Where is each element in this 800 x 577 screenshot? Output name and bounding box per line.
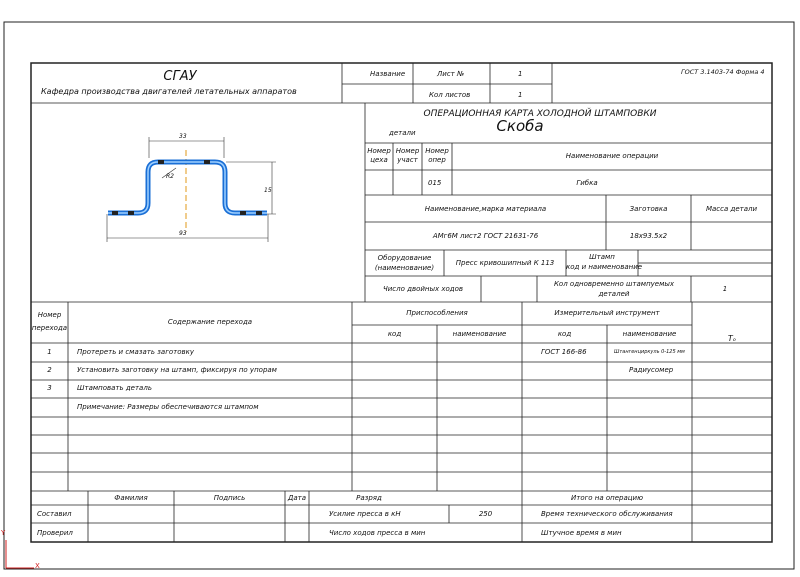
footer-piece-time: Штучное время в мин — [541, 529, 622, 537]
department: Кафедра производства двигателей летательных аппаратов — [41, 87, 297, 96]
parts-per-die-label-1: Кол одновременно штампуемых — [553, 280, 675, 288]
row-1-instr-name: Штангенциркуль 0-125 мм — [614, 349, 685, 355]
blank-label: Заготовка — [629, 205, 668, 213]
footer-service-time: Время технического обслуживания — [541, 510, 673, 518]
part-label: детали — [389, 129, 416, 137]
row-2-no: 2 — [47, 366, 52, 374]
section-no-label-1: Номер — [395, 147, 420, 155]
dim-radius: R2 — [166, 173, 174, 180]
parts-per-die-value: 1 — [722, 285, 728, 293]
col-time: Тₒ — [727, 334, 737, 343]
footer-op-total: Итого на операцию — [571, 494, 643, 502]
material-label: Наименование,марка материала — [424, 205, 547, 213]
dim-bottom: 93 — [179, 230, 187, 237]
axis-indicator — [6, 540, 34, 568]
card-title: ОПЕРАЦИОННАЯ КАРТА ХОЛОДНОЙ ШТАМПОВКИ — [423, 109, 657, 119]
blank-value: 18х93.5х2 — [629, 232, 668, 240]
row-1-no: 1 — [47, 348, 52, 356]
col-code: код — [387, 330, 402, 338]
row-2-content: Установить заготовку на штамп, фиксируя по упорам — [77, 366, 277, 374]
part-name: Скоба — [496, 117, 544, 135]
sheet-no-value: 1 — [518, 70, 523, 78]
die-label-2: код и наименование — [566, 263, 643, 271]
org-title: СГАУ — [163, 69, 197, 84]
footer-checked: Проверил — [37, 529, 73, 537]
parts-per-die-label-2: деталей — [598, 290, 630, 298]
gost-form: ГОСТ 3.1403-74 Форма 4 — [681, 68, 765, 76]
col-no-2: перехода — [31, 324, 68, 332]
footer-surname: Фамилия — [114, 494, 148, 502]
part-drawing — [107, 137, 276, 242]
op-no-label-1: Номер — [425, 147, 449, 155]
row-3-content: Штамповать деталь — [77, 384, 152, 392]
footer-compiled: Составил — [37, 510, 72, 518]
footer-press-strokes: Число ходов пресса в мин — [329, 529, 426, 537]
op-no-label-2: опер — [428, 156, 446, 164]
op-name-label: Наименование операции — [565, 152, 659, 160]
footer-signature: Подпись — [213, 494, 246, 502]
row-3-no: 3 — [47, 384, 52, 392]
col-name2: наименование — [622, 330, 677, 338]
op-no-value: 015 — [428, 179, 442, 187]
col-name: наименование — [452, 330, 507, 338]
equipment-label-1: Оборудование — [377, 254, 432, 262]
footer-date: Дата — [287, 494, 307, 502]
equipment-value: Пресс кривошипный К 113 — [455, 259, 555, 267]
dim-height: 15 — [264, 187, 272, 194]
shop-no-label-1: Номер — [367, 147, 391, 155]
col-content: Содержание перехода — [167, 318, 253, 326]
dim-top: 33 — [179, 133, 187, 140]
section-no-label-2: участ — [397, 156, 418, 164]
sheet-count-label: Кол листов — [429, 91, 471, 99]
col-instruments: Измерительный инструмент — [554, 309, 660, 317]
col-no-1: Номер — [37, 311, 62, 319]
footer-rank: Разряд — [356, 494, 382, 502]
equipment-label-2: (наименование) — [374, 264, 435, 272]
name-label: Название — [370, 70, 406, 78]
footer-press-force-value: 250 — [478, 510, 493, 518]
col-fixtures: Приспособления — [406, 309, 468, 317]
sheet-count-value: 1 — [518, 91, 523, 99]
axis-y-label: Y — [1, 529, 6, 537]
sheet-no-label: Лист № — [437, 70, 465, 78]
row-4-content: Примечание: Размеры обеспечиваются штампом — [77, 403, 259, 411]
die-label-1: Штамп — [589, 253, 615, 261]
row-2-instr-name: Радиусомер — [629, 366, 674, 374]
op-name-value: Гибка — [576, 179, 598, 187]
footer-press-force: Усилие пресса в кН — [329, 510, 401, 518]
row-1-instr-code: ГОСТ 166-86 — [541, 348, 587, 356]
row-1-content: Протереть и смазать заготовку — [77, 348, 195, 356]
mass-label: Масса детали — [705, 205, 758, 213]
shop-no-label-2: цеха — [370, 156, 388, 164]
col-code2: код — [557, 330, 572, 338]
strokes-label: Число двойных ходов — [382, 285, 464, 293]
axis-x-label: X — [35, 562, 40, 570]
material-value: АМг6М лист2 ГОСТ 21631-76 — [432, 232, 539, 240]
